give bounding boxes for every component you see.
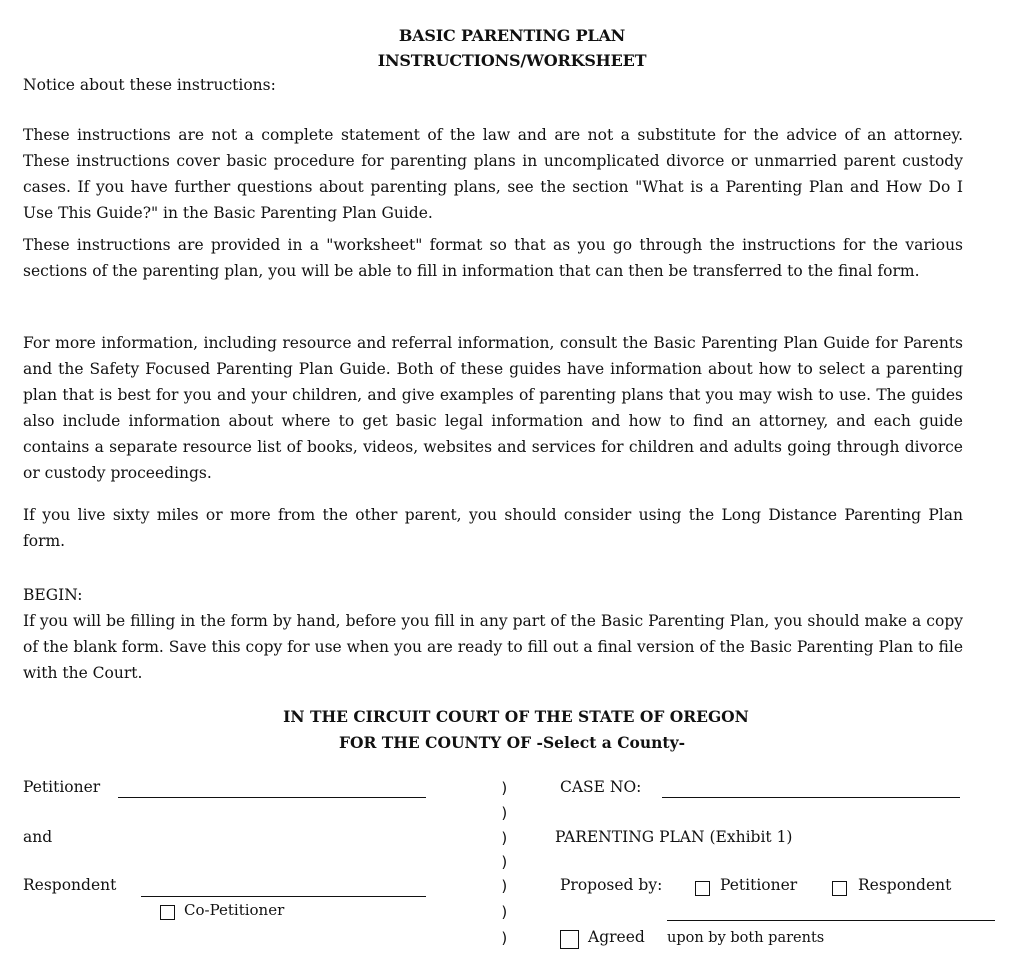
paren-divider: ) xyxy=(500,877,510,895)
document-title: BASIC PARENTING PLAN xyxy=(398,26,626,45)
copetitioner-checkbox[interactable] xyxy=(160,905,175,920)
begin-section xyxy=(23,582,963,686)
paren-divider: ) xyxy=(500,903,510,921)
county-heading: FOR THE COUNTY OF -Select a County- xyxy=(338,733,686,752)
petitioner-label: Petitioner xyxy=(23,778,101,796)
paren-divider: ) xyxy=(500,853,510,871)
notice-heading: Notice about these instructions: xyxy=(23,76,276,94)
begin-heading: BEGIN: xyxy=(23,586,83,604)
proposed-by-label: Proposed by: xyxy=(560,876,663,894)
paren-divider: ) xyxy=(500,804,510,822)
parenting-plan-label: PARENTING PLAN (Exhibit 1) xyxy=(555,828,793,846)
paren-divider: ) xyxy=(500,929,510,947)
paren-divider: ) xyxy=(500,829,510,847)
court-heading: IN THE CIRCUIT COURT OF THE STATE OF OREGON xyxy=(283,707,749,726)
proposed-respondent-checkbox[interactable] xyxy=(832,881,847,896)
case-no-label: CASE NO: xyxy=(560,778,642,796)
agreed-suffix-label: upon by both parents xyxy=(667,930,825,946)
paragraph-long-distance: If you live sixty miles or more from the other parent, you should consider using the Long Distance Parenting Plan form. xyxy=(23,506,963,550)
paragraph-begin: If you will be filling in the form by hand, before you fill in any part of the Basic Parenting Plan, you should make a copy of the blank form. Save this copy for use when you are ready to fill out a final version of the Basic Parenting Plan to file with the Court. xyxy=(23,612,963,682)
paragraph-worksheet: These instructions are provided in a "worksheet" format so that as you go through the instructions for the various sections of the parenting plan, you will be able to fill in information that can then be transferred to the final form. xyxy=(23,236,963,280)
respondent-field[interactable] xyxy=(141,896,426,897)
and-label: and xyxy=(23,828,53,846)
paragraph-more-info: For more information, including resource and referral information, consult the Basic Parenting Plan Guide for Parents and the Safety Focused Parenting Plan Guide. Both of these guides have information about how to select a parenting plan that is best for you and your children, and give examples of parenting plans that you may wish to use. The guides also include information about where to get basic legal information and how to find an attorney, and each guide contains a separate resource list of books, videos, websites and services for children and adults going through divorce or custody proceedings. xyxy=(23,334,963,482)
agreed-checkbox[interactable] xyxy=(560,930,579,949)
document-subtitle: INSTRUCTIONS/WORKSHEET xyxy=(377,51,647,70)
proposed-respondent-label: Respondent xyxy=(858,876,952,894)
paragraph-disclaimer: These instructions are not a complete statement of the law and are not a substitute for the advice of an attorney. These instructions cover basic procedure for parenting plans in uncomplicated divorce or unmarried parent custody cases. If you have further questions about parenting plans, see the section "What is a Parenting Plan and How Do I Use This Guide?" in the Basic Parenting Plan Guide. xyxy=(23,126,963,222)
proposed-by-signature-line[interactable] xyxy=(667,920,995,921)
agreed-label: Agreed xyxy=(588,928,645,946)
copetitioner-label: Co-Petitioner xyxy=(184,901,285,919)
respondent-label: Respondent xyxy=(23,876,117,894)
proposed-petitioner-checkbox[interactable] xyxy=(695,881,710,896)
case-no-field[interactable] xyxy=(662,797,960,798)
petitioner-field[interactable] xyxy=(118,797,426,798)
paren-divider: ) xyxy=(500,779,510,797)
proposed-petitioner-label: Petitioner xyxy=(720,876,798,894)
